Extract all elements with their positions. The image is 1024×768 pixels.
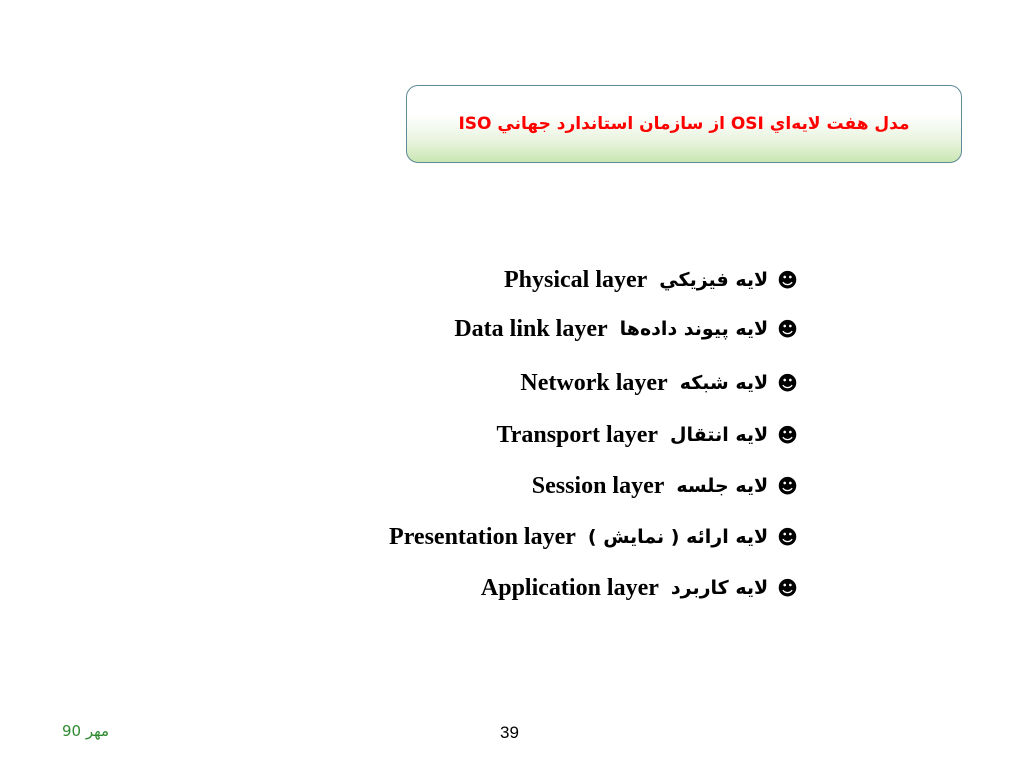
- slide-title: مدل هفت لايه‌اي OSI از سازمان استاندارد جهاني ISO: [458, 114, 910, 134]
- layer-english-label: Physical layer: [503, 266, 648, 293]
- layer-english-label: Transport layer: [496, 421, 659, 448]
- layer-english-label: Session layer: [531, 472, 665, 499]
- smiley-bullet-icon: ☻: [777, 576, 798, 600]
- title-box: [406, 85, 962, 163]
- list-item: [504, 262, 798, 298]
- smiley-bullet-icon: ☻: [777, 423, 798, 447]
- layer-persian-label: لايه ارائه ( نمايش ): [587, 526, 769, 548]
- list-item: [532, 468, 798, 504]
- smiley-bullet-icon: ☻: [777, 371, 798, 395]
- layer-persian-label: لايه کاربرد: [670, 577, 769, 599]
- layer-persian-label: لايه شبکه: [679, 372, 769, 394]
- smiley-bullet-icon: ☻: [777, 268, 798, 292]
- slide-number: 39: [500, 723, 519, 742]
- list-item: [496, 417, 798, 453]
- smiley-bullet-icon: ☻: [777, 525, 798, 549]
- footer-date: مهر 90: [62, 722, 110, 740]
- list-item: [481, 570, 798, 606]
- layer-english-label: Presentation layer: [389, 523, 576, 550]
- smiley-bullet-icon: ☻: [777, 317, 798, 341]
- smiley-bullet-icon: ☻: [777, 474, 798, 498]
- layer-persian-label: لايه انتقال: [670, 424, 769, 446]
- layer-english-label: Data link layer: [454, 315, 608, 342]
- layer-english-label: Network layer: [520, 369, 668, 396]
- list-item: [454, 311, 798, 347]
- list-item: [389, 519, 798, 555]
- layer-english-label: Application layer: [480, 574, 659, 601]
- layer-persian-label: لايه جلسه: [676, 475, 769, 497]
- layer-persian-label: لايه پيوند داده‌ها: [619, 318, 769, 340]
- layer-persian-label: لايه فيزيکي: [659, 269, 769, 291]
- list-item: [520, 365, 798, 401]
